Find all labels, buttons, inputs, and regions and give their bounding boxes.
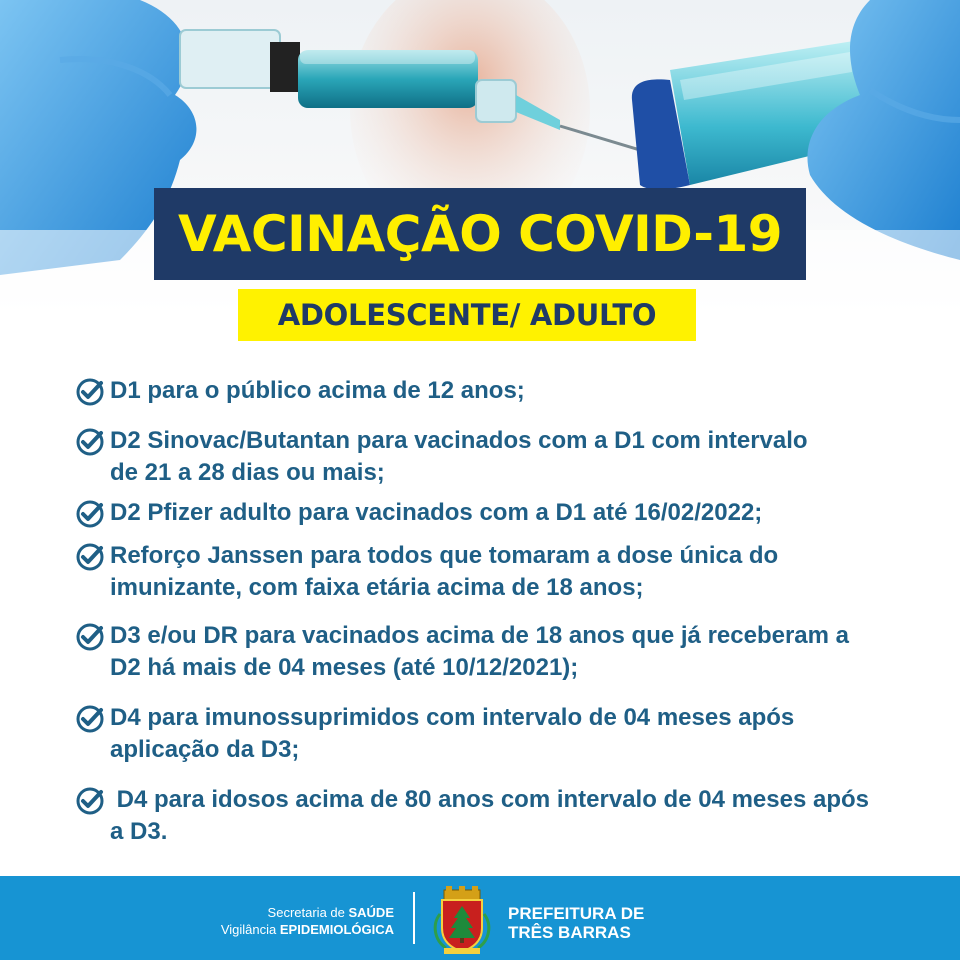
saude-label: SAÚDE	[348, 905, 394, 920]
check-circle-icon	[74, 376, 106, 408]
city-label: TRÊS BARRAS	[508, 923, 631, 942]
vaccine-syringe-illustration	[0, 0, 960, 330]
list-item-text: D4 para idosos acima de 80 anos com intervalo de 04 meses após a D3.	[110, 786, 869, 845]
check-circle-icon	[74, 541, 106, 573]
page-title: VACINAÇÃO COVID-19	[177, 205, 783, 263]
coat-of-arms-icon	[426, 884, 498, 956]
list-item	[74, 375, 934, 408]
check-circle-icon	[74, 703, 106, 735]
page-subtitle: ADOLESCENTE/ ADULTO	[277, 298, 657, 332]
list-item	[74, 784, 934, 848]
check-circle-icon	[74, 426, 106, 458]
footer-divider	[413, 892, 415, 944]
prefeitura-block	[508, 904, 644, 942]
list-item-text: D1 para o público acima de 12 anos;	[110, 377, 525, 404]
list-item-text: D2 Sinovac/Butantan para vacinados com a D1 com intervalo de 21 a 28 dias ou mais;	[110, 427, 808, 486]
secretaria-block	[221, 904, 394, 938]
list-item-text: D2 Pfizer adulto para vacinados com a D1 até 16/02/2022;	[110, 499, 763, 526]
check-circle-icon	[74, 621, 106, 653]
list-item	[74, 540, 934, 604]
list-item-text: D3 e/ou DR para vacinados acima de 18 anos que já receberam a D2 há mais de 04 meses (até 10/12/2021);	[110, 622, 849, 681]
vigilancia-label: Vigilância	[220, 922, 280, 937]
check-circle-icon	[74, 498, 106, 530]
title-banner	[154, 188, 806, 280]
subtitle-banner	[238, 289, 696, 341]
footer-bar	[0, 876, 960, 960]
list-item	[74, 497, 934, 530]
epidemiologica-label: EPIDEMIOLÓGICA	[279, 922, 394, 937]
list-item-text: Reforço Janssen para todos que tomaram a dose única do imunizante, com faixa etária acima de 18 anos;	[110, 542, 779, 601]
list-item	[74, 425, 934, 489]
prefeitura-label: PREFEITURA DE	[508, 904, 645, 923]
secretaria-label: Secretaria de	[267, 905, 349, 920]
list-item-text: D4 para imunossuprimidos com intervalo de 04 meses após aplicação da D3;	[110, 704, 795, 763]
check-circle-icon	[74, 785, 106, 817]
list-item	[74, 702, 934, 766]
hero-photo	[0, 0, 960, 330]
list-item	[74, 620, 934, 684]
